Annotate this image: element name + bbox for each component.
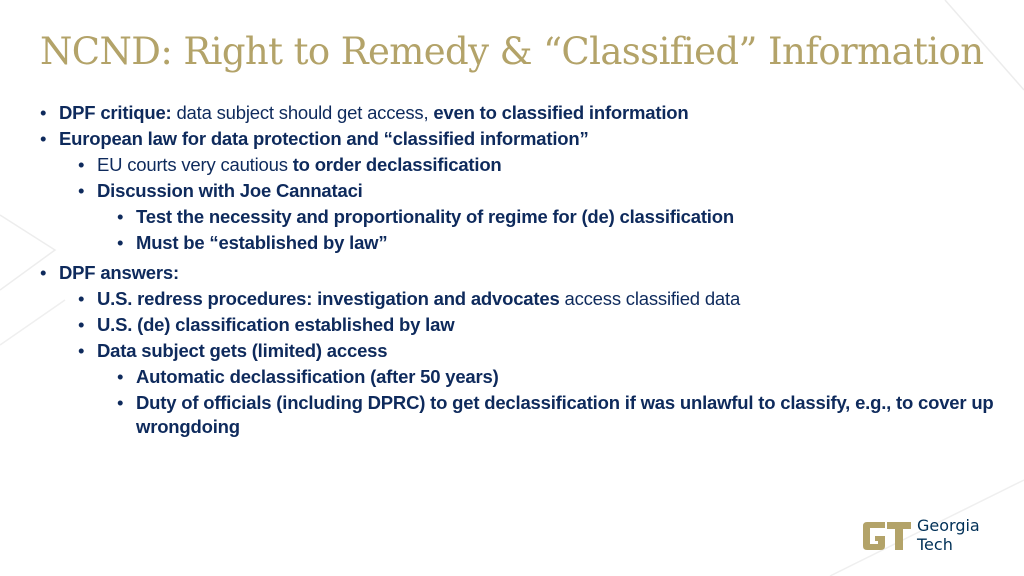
bullet-marker: • bbox=[117, 232, 124, 253]
bullet-item-level-2 bbox=[40, 313, 1000, 337]
bold-text-run: Duty of officials (including DPRC) to get declassification if was unlawful to classify, e.g., to cover up wrongdoing bbox=[136, 392, 994, 437]
slide-title: NCND: Right to Remedy & “Classified” Information bbox=[40, 30, 984, 73]
bullet-marker: • bbox=[78, 314, 85, 335]
bullet-text bbox=[136, 391, 1000, 439]
bold-text-run: DPF critique: bbox=[59, 102, 172, 123]
bullet-marker: • bbox=[40, 262, 47, 283]
bullet-marker: • bbox=[40, 102, 47, 123]
bold-text-run: DPF answers: bbox=[59, 262, 179, 283]
bullet-marker: • bbox=[78, 154, 85, 175]
bullet-marker: • bbox=[117, 392, 124, 413]
bold-text-run: U.S. (de) classification established by law bbox=[97, 314, 455, 335]
bullet-marker: • bbox=[78, 340, 85, 361]
bullet-item-level-1 bbox=[40, 101, 1000, 125]
bullet-marker: • bbox=[78, 288, 85, 309]
bullet-item-level-2 bbox=[40, 179, 1000, 203]
bold-text-run: Must be “established by law” bbox=[136, 232, 388, 253]
bold-text-run: to order declassification bbox=[292, 154, 502, 175]
bullet-text bbox=[97, 153, 1000, 177]
bullet-text bbox=[136, 365, 1000, 389]
bullet-text bbox=[97, 339, 1000, 363]
gt-monogram-icon bbox=[861, 518, 913, 554]
bullet-item-level-3 bbox=[40, 231, 1000, 255]
logo-line-2: Tech bbox=[917, 535, 953, 554]
bold-text-run: Automatic declassification (after 50 years) bbox=[136, 366, 499, 387]
bullet-text bbox=[59, 261, 1000, 285]
bullet-text bbox=[136, 231, 1000, 255]
logo-wordmark bbox=[917, 516, 980, 554]
logo-line-1: Georgia bbox=[917, 516, 980, 535]
bullet-text bbox=[97, 179, 1000, 203]
bullet-text bbox=[59, 127, 1000, 151]
bullet-marker: • bbox=[117, 206, 124, 227]
bold-text-run: Discussion with Joe Cannataci bbox=[97, 180, 363, 201]
bullet-text bbox=[59, 101, 1000, 125]
bold-text-run: even to classified information bbox=[428, 102, 689, 123]
bold-text-run: U.S. redress procedures: investigation and advocates bbox=[97, 288, 560, 309]
bullet-text bbox=[97, 313, 1000, 337]
bullet-marker: • bbox=[117, 366, 124, 387]
bullet-item-level-2 bbox=[40, 339, 1000, 363]
text-run: access classified data bbox=[559, 288, 741, 309]
bullet-item-level-2 bbox=[40, 153, 1000, 177]
georgia-tech-logo bbox=[861, 516, 991, 556]
bullet-marker: • bbox=[40, 128, 47, 149]
bold-text-run: Test the necessity and proportionality of regime for (de) classification bbox=[136, 206, 734, 227]
bullet-item-level-1 bbox=[40, 127, 1000, 151]
bold-text-run: Data subject gets (limited) access bbox=[97, 340, 388, 361]
bullet-marker: • bbox=[78, 180, 85, 201]
text-run: EU courts very cautious bbox=[97, 154, 293, 175]
bullet-item-level-3 bbox=[40, 391, 1000, 439]
bullet-list bbox=[40, 101, 1000, 441]
bullet-item-level-3 bbox=[40, 205, 1000, 229]
bullet-text bbox=[136, 205, 1000, 229]
bold-text-run: European law for data protection and “classified information” bbox=[59, 128, 589, 149]
bullet-item-level-1 bbox=[40, 261, 1000, 285]
bullet-item-level-3 bbox=[40, 365, 1000, 389]
bullet-text bbox=[97, 287, 1000, 311]
bullet-item-level-2 bbox=[40, 287, 1000, 311]
text-run: data subject should get access, bbox=[171, 102, 429, 123]
